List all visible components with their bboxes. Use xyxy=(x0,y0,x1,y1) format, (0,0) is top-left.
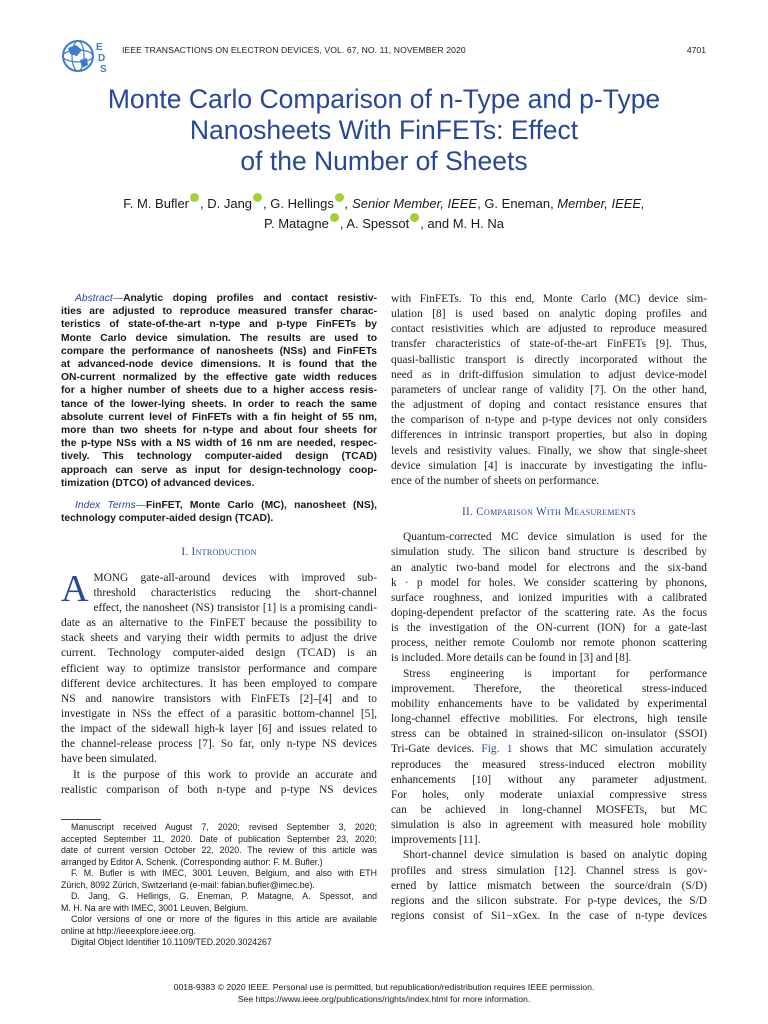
text-fragment: shows that MC simulation accurately xyxy=(512,743,708,756)
figure-link[interactable]: Fig. 1 xyxy=(481,743,513,756)
orcid-icon[interactable] xyxy=(410,213,419,222)
index-terms-line: technology computer-aided design (TCAD). xyxy=(61,513,274,525)
abstract-line: tively. This technology computer-aided design (TCAD) xyxy=(61,451,377,463)
text-line: the impact of the sidewall high-k layer [6] and issues related to xyxy=(61,723,377,736)
abstract-line: timization (DTCO) of advanced devices. xyxy=(61,477,255,489)
abstract xyxy=(61,292,377,525)
footnote-line: D. Jang, G. Hellings, G. Eneman, P. Matagne, A. Spessot, and xyxy=(71,891,377,901)
text-line: parameters of unclear range of validity [7]. On the other hand, xyxy=(391,383,707,396)
footer-line: 0018-9383 © 2020 IEEE. Personal use is permitted, but republication/redistribution requires IEEE permission. xyxy=(173,982,595,992)
text-line: process, neither remote Coulomb nor remote phonon scattering xyxy=(391,637,707,650)
author-name: , G. Eneman, xyxy=(477,196,558,211)
author-name: , A. Spessot xyxy=(339,216,410,231)
section-heading: I. Introduction xyxy=(181,546,257,559)
text-line: regions consist of Si1−xGex. In the case of n-type devices xyxy=(391,910,707,923)
abstract-line: Analytic doping profiles and contact resistiv- xyxy=(123,293,377,304)
text-line: realistic comparison of both n-type and p-type NS devices xyxy=(61,783,377,796)
footnote-line: online at http://ieeexplore.ieee.org. xyxy=(61,925,196,936)
footnote-line: accepted September 11, 2020. Date of publication September 23, 2020; xyxy=(61,833,377,844)
section2-paragraph xyxy=(391,848,707,924)
section-heading: II. Comparison With Measurements xyxy=(462,506,636,519)
abstract-line: for a higher number of sheets due to a higher access resis- xyxy=(61,385,377,397)
text-line: efficient way to optimize transistor performance and compare xyxy=(61,662,377,675)
text-line: contact resistivities which are adjusted to reproduce measured xyxy=(391,323,707,336)
footnote-divider xyxy=(61,819,101,820)
footnote-line: Zürich, 8092 Zürich, Switzerland (e-mail: fabian.bufler@imec.be). xyxy=(61,879,315,890)
page-number: 4701 xyxy=(686,45,706,55)
text-line: transfer characteristics of state-of-the-art FinFETs [9]. Thus, xyxy=(391,338,707,351)
text-line: erned by lattice mismatch between the source/drain (S/D) xyxy=(391,879,707,892)
text-line: ulation [8] is used based on analytic doping profiles and xyxy=(391,308,707,321)
text-line: quasi-ballistic transport is directly incorporated without the xyxy=(391,353,707,366)
abstract-line: ON-current normalized by the effective gate width reduces xyxy=(61,372,377,384)
orcid-icon[interactable] xyxy=(330,213,339,222)
intro-paragraph xyxy=(61,567,377,798)
left-column xyxy=(61,292,377,798)
text-line: Quantum-corrected MC device simulation is used for the xyxy=(403,531,707,544)
title-line: Nanosheets With FinFETs: Effect xyxy=(189,115,579,145)
author-name: , D. Jang xyxy=(200,196,253,211)
text-line: with FinFETs. To this end, Monte Carlo (MC) device sim- xyxy=(391,293,707,305)
eds-logo xyxy=(58,36,114,76)
text-line: simulation study. The silicon band structure is described by xyxy=(391,546,707,559)
svg-text:S: S xyxy=(100,64,107,75)
text-line: threshold characteristics reducing the short-channel xyxy=(93,586,377,599)
footnote-line: Manuscript received August 7, 2020; revised September 3, 2020; xyxy=(71,822,377,832)
title-line: Monte Carlo Comparison of n-Type and p-Type xyxy=(107,84,661,114)
text-line: date as an alternative to the FinFET because the possibility to xyxy=(61,617,377,630)
text-line: effect, the nanosheet (NS) transistor [1] is a promising candi- xyxy=(93,601,377,614)
text-line: regions and the silicon substrate. For p-type devices, the S/D xyxy=(391,894,707,907)
footnote-line: arranged by Editor A. Schenk. (Corresponding author: F. M. Bufler.) xyxy=(61,856,323,867)
text-line: It is the purpose of this work to provide an accurate and xyxy=(73,768,377,781)
abstract-line: tance of the lower-lying sheets. In order to reach the same xyxy=(61,398,377,410)
text-line: the channel-release process [7]. So far, only n-type NS devices xyxy=(61,738,377,751)
abstract-line: approach can serve as input for design-technology coop- xyxy=(61,464,377,476)
text-line: investigate in NSs the effect of a parasitic bottom-channel [5], xyxy=(61,708,377,721)
text-line: stack sheets and varying their width permits to adjust the drive xyxy=(61,632,377,645)
text-line: simulation is also in agreement with measured hole mobility xyxy=(391,819,707,832)
text-line: current. Technology computer-aided design (TCAD) is an xyxy=(61,647,377,660)
dropcap-rest: MONG xyxy=(93,571,129,584)
author-name: P. Matagne xyxy=(264,216,329,231)
text-line: the comparison of n-type and p-type devices not only considers xyxy=(391,414,707,427)
author-list xyxy=(40,193,728,233)
abstract-label: Abstract— xyxy=(75,293,124,304)
text-line: NS and nanowire transistors with FinFETs [2]–[4] and to xyxy=(61,692,377,705)
text-line: is included. More details can be found in [3] and [8]. xyxy=(391,652,632,665)
abstract-line: Monte Carlo device simulation. The results are used to xyxy=(61,332,377,344)
text-line: enhancements [10] without any parameter adjustment. xyxy=(391,773,707,786)
running-head: IEEE TRANSACTIONS ON ELECTRON DEVICES, VOL. 67, NO. 11, NOVEMBER 2020 xyxy=(122,45,466,55)
index-terms-label: Index Terms— xyxy=(75,500,147,512)
text-line: doping-dependent prefactor of the scattering rate. As the focus xyxy=(391,606,707,619)
text-fragment: Tri-Gate devices. xyxy=(391,743,482,756)
text-line: stress can be obtained in strained-silicon on-insulator (SSOI) xyxy=(391,728,707,741)
svg-text:D: D xyxy=(98,53,106,64)
title-line: of the Number of Sheets xyxy=(240,146,528,176)
author-title: , Senior Member, IEEE xyxy=(344,196,478,211)
author-name: , and M. H. Na xyxy=(420,216,504,231)
text-line: profiles and stress simulation [12]. Channel stress is gov- xyxy=(391,864,707,877)
text-line: improvements [11]. xyxy=(391,834,481,847)
abstract-line: teristics of state-of-the-art n-type and p-type FinFETs by xyxy=(61,319,377,331)
text-line: gate-all-around devices with improved sub- xyxy=(128,571,377,584)
section2-paragraph xyxy=(391,530,707,666)
doi-line[interactable]: Digital Object Identifier 10.1109/TED.2020.3024267 xyxy=(71,937,272,947)
footnote-line: Color versions of one or more of the figures in this article are available xyxy=(71,914,377,924)
footer-line: See https://www.ieee.org/publications/rights/index.html for more information. xyxy=(237,993,531,1004)
text-line: need as in drift-diffusion simulation to adjust device-model xyxy=(391,368,707,381)
right-column xyxy=(391,292,707,924)
section2-paragraph xyxy=(391,667,707,849)
text-line: have been simulated. xyxy=(61,753,157,766)
text-line: device simulation [4] is inaccurate by investigating the influ- xyxy=(391,459,707,472)
intro-continuation xyxy=(391,292,707,489)
footnote xyxy=(61,822,377,949)
text-line: surface roughness, and ionized impurities with a calibrated xyxy=(391,591,707,604)
text-line: For holes, only moderate uniaxial compressive stress xyxy=(391,788,707,801)
drop-cap: A xyxy=(61,567,89,610)
text-line: reproduces the measured stress-induced electron mobility xyxy=(391,758,707,771)
text-line: mobility enhancements have to be validated by experimental xyxy=(391,697,707,710)
text-line: improvement. Therefore, the theoretical stress-induced xyxy=(391,682,707,695)
text-line: differences in intrinsic transport properties, but also in doping xyxy=(391,429,707,442)
abstract-line: compare the performance of nanosheets (NSs) and FinFETs xyxy=(61,345,377,357)
text-line: k · p model for holes. We consider scattering by phonons, xyxy=(391,576,707,589)
abstract-line: at advanced-node device dimensions. It is found that the xyxy=(61,359,377,371)
author-name: , G. Hellings xyxy=(263,196,334,211)
svg-text:E: E xyxy=(96,42,103,53)
author-name: F. M. Bufler xyxy=(123,196,190,211)
abstract-line: ities are adjusted to reproduce measured transfer charac- xyxy=(61,306,377,318)
abstract-line: more than two sheets for n-type and about four sheets for xyxy=(61,425,377,437)
text-line: long-channel effective mobilities. For electrons, high tensile xyxy=(391,713,707,726)
footnote-line: F. M. Bufler is with IMEC, 3001 Leuven, Belgium, and also with ETH xyxy=(71,868,377,878)
footnote-line: date of current version October 22, 2020. The review of this article was xyxy=(61,845,377,855)
text-line: Stress engineering is important for performance xyxy=(403,667,707,680)
text-line: levels and resistivity values. Finally, we show that single-sheet xyxy=(391,444,707,457)
text-line: different device architectures. It has been employed to compare xyxy=(61,677,377,690)
paper-title xyxy=(40,84,728,177)
copyright-footer xyxy=(0,982,768,1005)
footnote-line: M. H. Na are with IMEC, 3001 Leuven, Belgium. xyxy=(61,902,249,913)
index-terms-line: FinFET, Monte Carlo (MC), nanosheet (NS), xyxy=(146,500,377,512)
text-line: the adjustment of doping and contact resistance ensures that xyxy=(391,399,707,412)
abstract-line: absolute current level of FinFETs with a fin height of 55 nm, xyxy=(61,411,377,423)
author-title: Member, IEEE, xyxy=(557,196,645,211)
orcid-icon[interactable] xyxy=(253,193,262,202)
text-line: Short-channel device simulation is based on analytic doping xyxy=(403,849,707,862)
text-line: an analytic two-band model for electrons and the six-band xyxy=(391,561,707,574)
text-line: ence of the number of sheets on performance. xyxy=(391,474,600,487)
orcid-icon[interactable] xyxy=(190,193,199,202)
abstract-line: the p-type NSs with a NS width of 16 nm are needed, respec- xyxy=(61,438,377,450)
text-line: is the investigation of the ON-current (ION) for a gate-last xyxy=(391,622,707,635)
orcid-icon[interactable] xyxy=(335,193,344,202)
text-line: can be achieved in long-channel MOSFETs, but MC xyxy=(391,804,707,816)
